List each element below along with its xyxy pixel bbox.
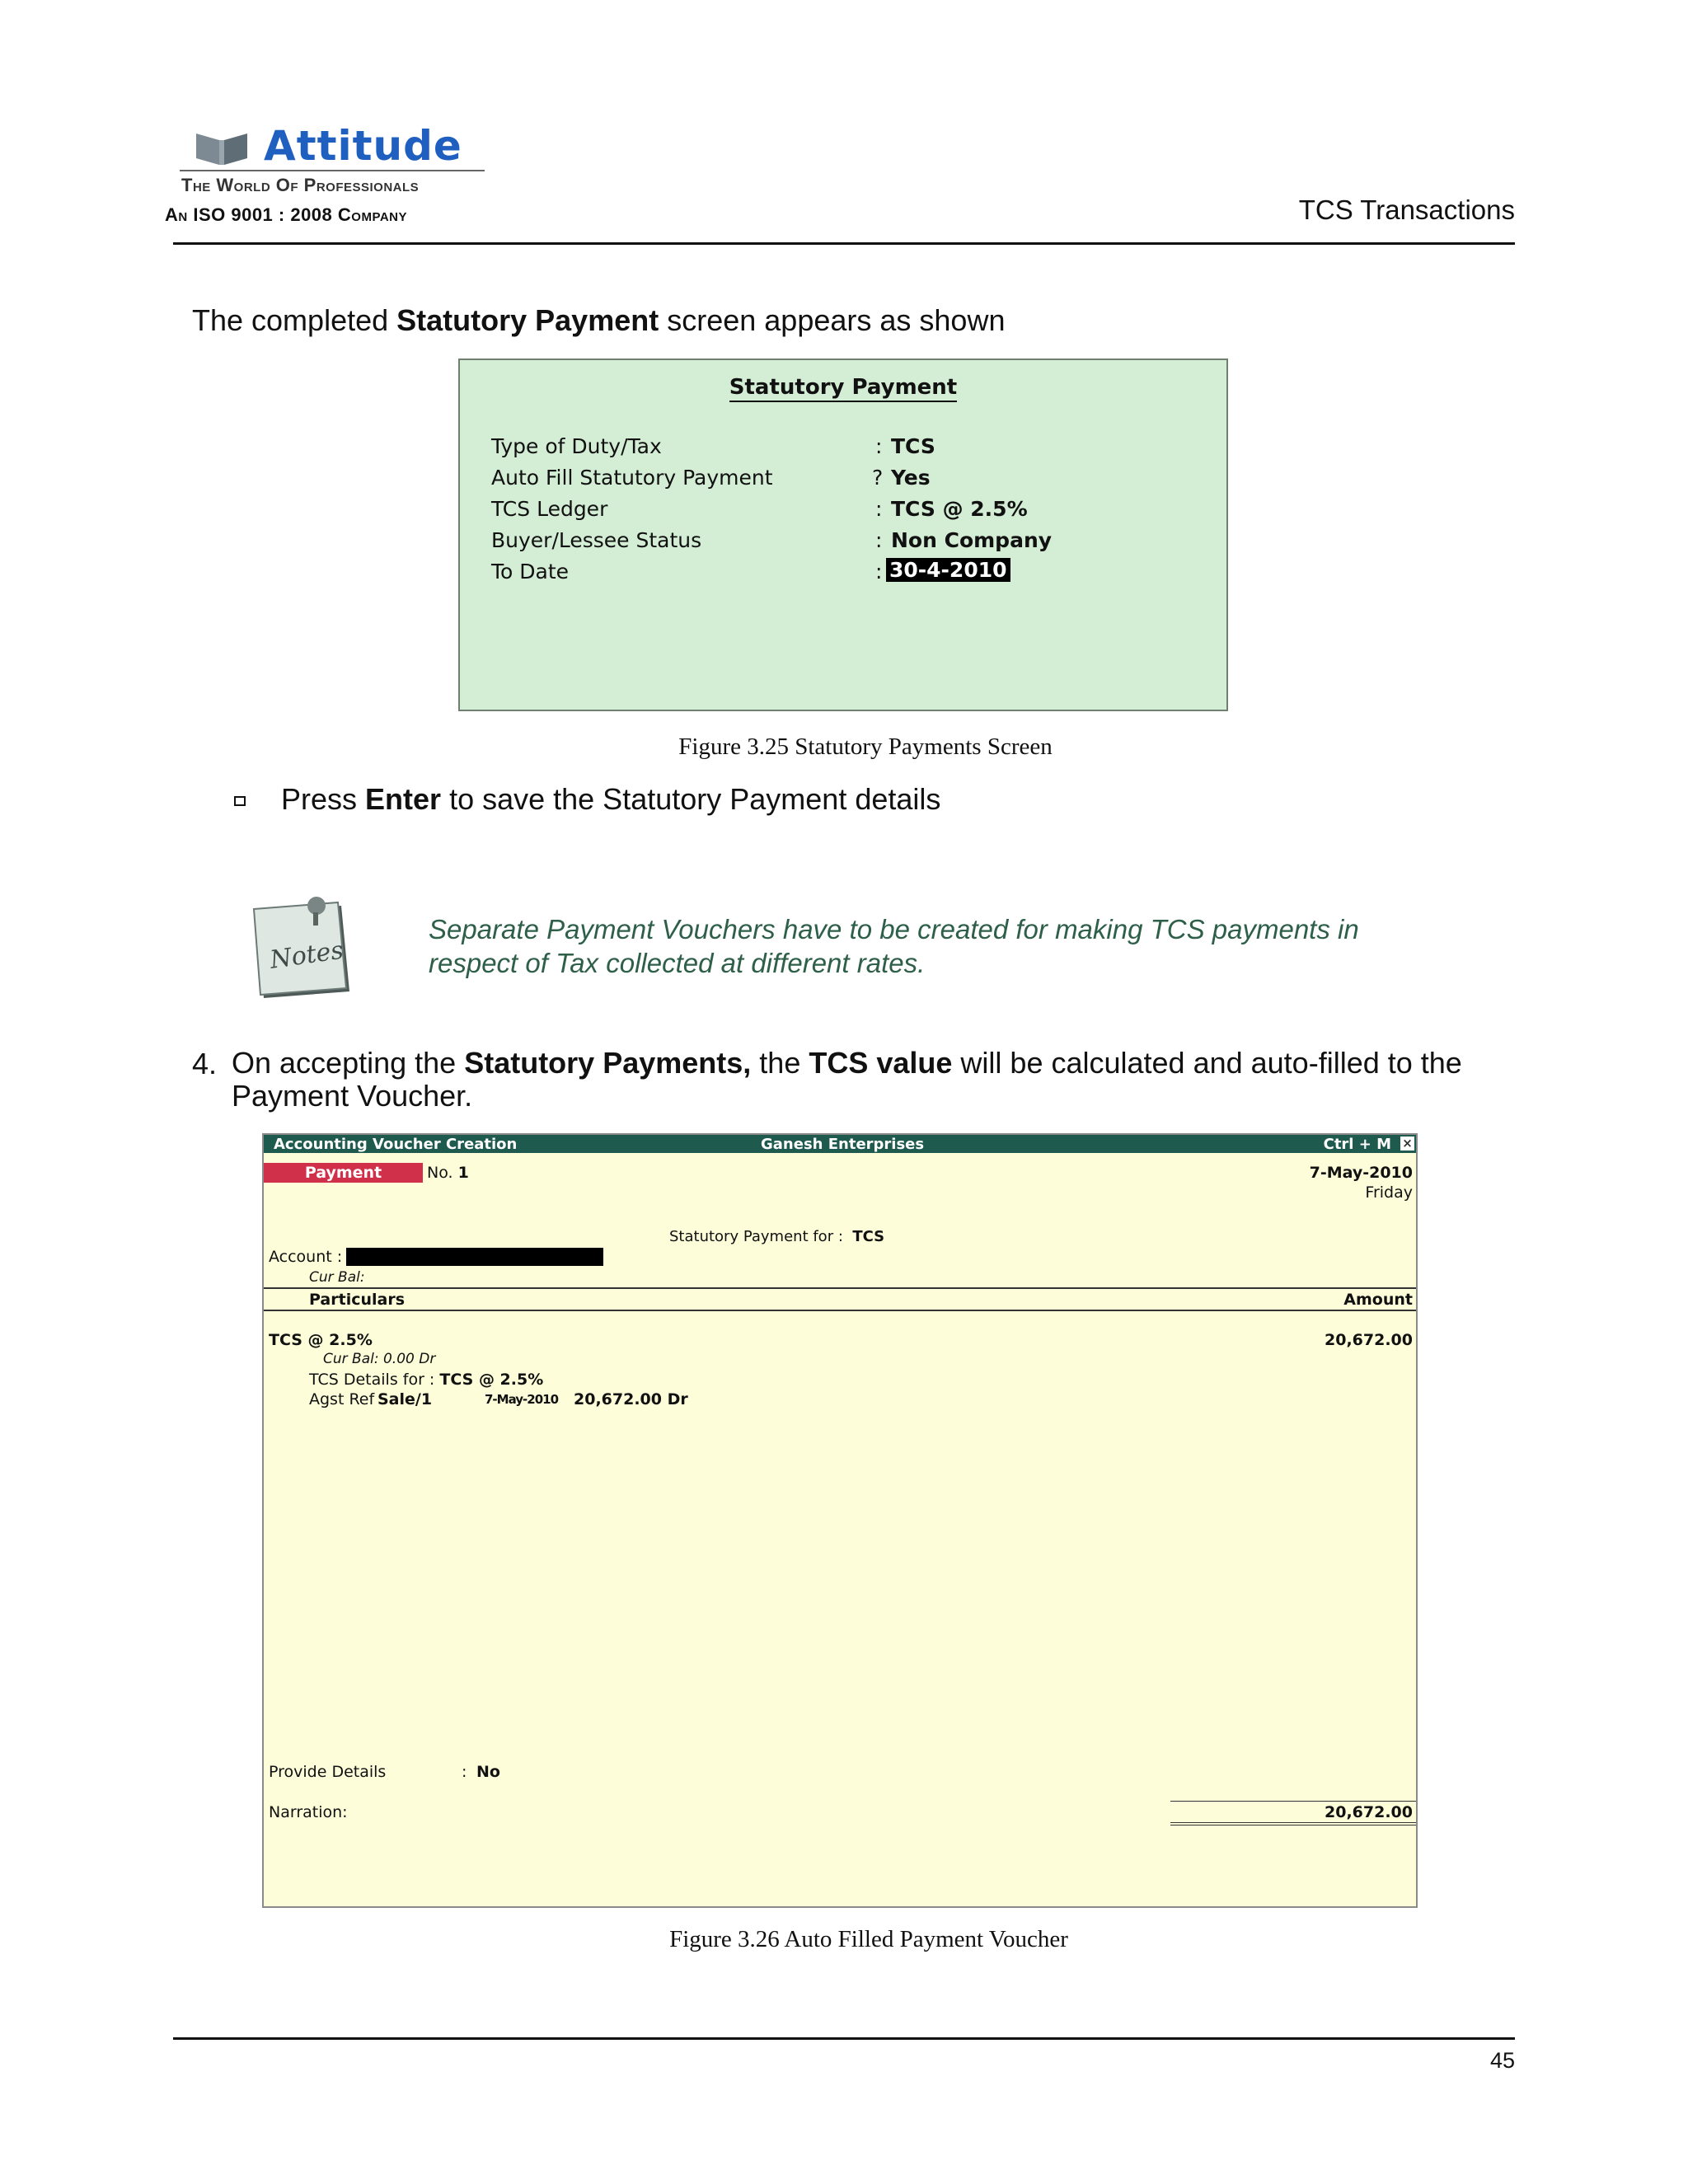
field-separator: : bbox=[875, 497, 883, 521]
field-label-auto-fill: Auto Fill Statutory Payment bbox=[491, 466, 773, 490]
field-label-to-date: To Date bbox=[491, 560, 570, 583]
statutory-payment-screen bbox=[458, 359, 1228, 711]
page-number: 45 bbox=[1489, 2048, 1515, 2073]
shortcut-label: Ctrl + M bbox=[1323, 1136, 1391, 1153]
field-label-duty-type: Type of Duty/Tax bbox=[491, 434, 662, 458]
field-separator: : bbox=[875, 528, 883, 552]
voucher-type-badge[interactable]: Payment bbox=[264, 1163, 423, 1183]
notes-icon bbox=[252, 894, 354, 1001]
narration-label: Narration: bbox=[269, 1803, 348, 1821]
voucher-total: 20,672.00 bbox=[1325, 1803, 1413, 1821]
column-header-particulars: Particulars bbox=[309, 1291, 406, 1309]
total-top-rule bbox=[1170, 1801, 1416, 1802]
bullet-text: Press Enter to save the Statutory Payment details bbox=[281, 782, 941, 816]
field-separator: ? bbox=[872, 466, 884, 490]
company-name: Ganesh Enterprises bbox=[761, 1136, 925, 1153]
book-logo-icon bbox=[196, 129, 254, 166]
column-header-amount: Amount bbox=[1343, 1291, 1413, 1309]
agst-ref-label: Agst Ref bbox=[309, 1390, 375, 1408]
intro-paragraph: The completed Statutory Payment screen appears as shown bbox=[192, 303, 1006, 337]
section-title: TCS Transactions bbox=[1298, 194, 1515, 225]
ledger-amount[interactable]: 20,672.00 bbox=[1325, 1331, 1413, 1349]
field-value-auto-fill[interactable]: Yes bbox=[891, 466, 931, 490]
field-separator: : bbox=[875, 434, 883, 458]
voucher-day: Friday bbox=[1365, 1183, 1413, 1202]
statutory-payment-for: Statutory Payment for : TCS bbox=[669, 1228, 885, 1245]
figure-caption: Figure 3.26 Auto Filled Payment Voucher bbox=[669, 1926, 1068, 1952]
step-number: 4. bbox=[192, 1047, 218, 1080]
svg-text:Notes: Notes bbox=[268, 935, 345, 975]
voucher-title: Accounting Voucher Creation bbox=[274, 1136, 518, 1153]
agst-ref-name: Sale/1 bbox=[377, 1390, 433, 1408]
field-value-buyer-status[interactable]: Non Company bbox=[891, 528, 1053, 552]
cur-bal-label: Cur Bal: bbox=[309, 1269, 365, 1286]
logo-wordmark: Attitude bbox=[264, 122, 462, 170]
logo-tagline: The World Of Professionals bbox=[181, 175, 420, 195]
agst-ref-date: 7-May-2010 bbox=[485, 1392, 559, 1407]
figure-caption: Figure 3.25 Statutory Payments Screen bbox=[678, 733, 1053, 760]
field-separator: : bbox=[462, 1763, 467, 1781]
logo-divider bbox=[180, 170, 485, 171]
provide-details-label: Provide Details bbox=[269, 1763, 387, 1781]
provide-details-value[interactable]: No bbox=[476, 1763, 500, 1781]
header-rule bbox=[173, 242, 1515, 245]
voucher-title-bar bbox=[264, 1135, 1416, 1153]
field-value-duty-type[interactable]: TCS bbox=[891, 434, 935, 458]
field-separator: : bbox=[875, 560, 883, 583]
ledger-name[interactable]: TCS @ 2.5% bbox=[269, 1331, 373, 1349]
field-label-buyer-status: Buyer/Lessee Status bbox=[491, 528, 702, 552]
statutory-payment-title: Statutory Payment bbox=[460, 375, 1226, 400]
total-bottom-rule bbox=[1170, 1822, 1416, 1825]
bullet-icon bbox=[234, 796, 246, 806]
payment-voucher-screen bbox=[262, 1133, 1418, 1908]
voucher-no-label: No. 1 bbox=[427, 1164, 469, 1182]
voucher-date[interactable]: 7-May-2010 bbox=[1309, 1164, 1413, 1182]
logo-iso-line: An ISO 9001 : 2008 Company bbox=[165, 204, 408, 225]
account-input[interactable] bbox=[346, 1248, 603, 1266]
note-text: Separate Payment Vouchers have to be created for making TCS payments in respect of Tax collected at different rates. bbox=[429, 914, 1359, 978]
field-label-tcs-ledger: TCS Ledger bbox=[491, 497, 608, 521]
table-header-top-rule bbox=[264, 1287, 1416, 1289]
step-4-text: On accepting the Statutory Payments, the TCS value will be calculated and auto-filled to the Payment Voucher. bbox=[232, 1046, 1462, 1113]
ledger-cur-bal: Cur Bal: 0.00 Dr bbox=[323, 1351, 436, 1367]
tcs-details-line: TCS Details for : TCS @ 2.5% bbox=[309, 1371, 544, 1389]
account-label: Account : bbox=[269, 1248, 343, 1266]
field-value-tcs-ledger[interactable]: TCS @ 2.5% bbox=[891, 497, 1028, 521]
company-logo bbox=[163, 122, 509, 233]
table-header-bottom-rule bbox=[264, 1310, 1416, 1311]
footer-rule bbox=[173, 2037, 1515, 2040]
agst-ref-amount: 20,672.00 Dr bbox=[574, 1390, 688, 1408]
to-date-input[interactable]: 30-4-2010 bbox=[886, 558, 1010, 582]
close-icon[interactable]: × bbox=[1400, 1137, 1414, 1151]
field-value-to-date[interactable] bbox=[886, 558, 1010, 582]
